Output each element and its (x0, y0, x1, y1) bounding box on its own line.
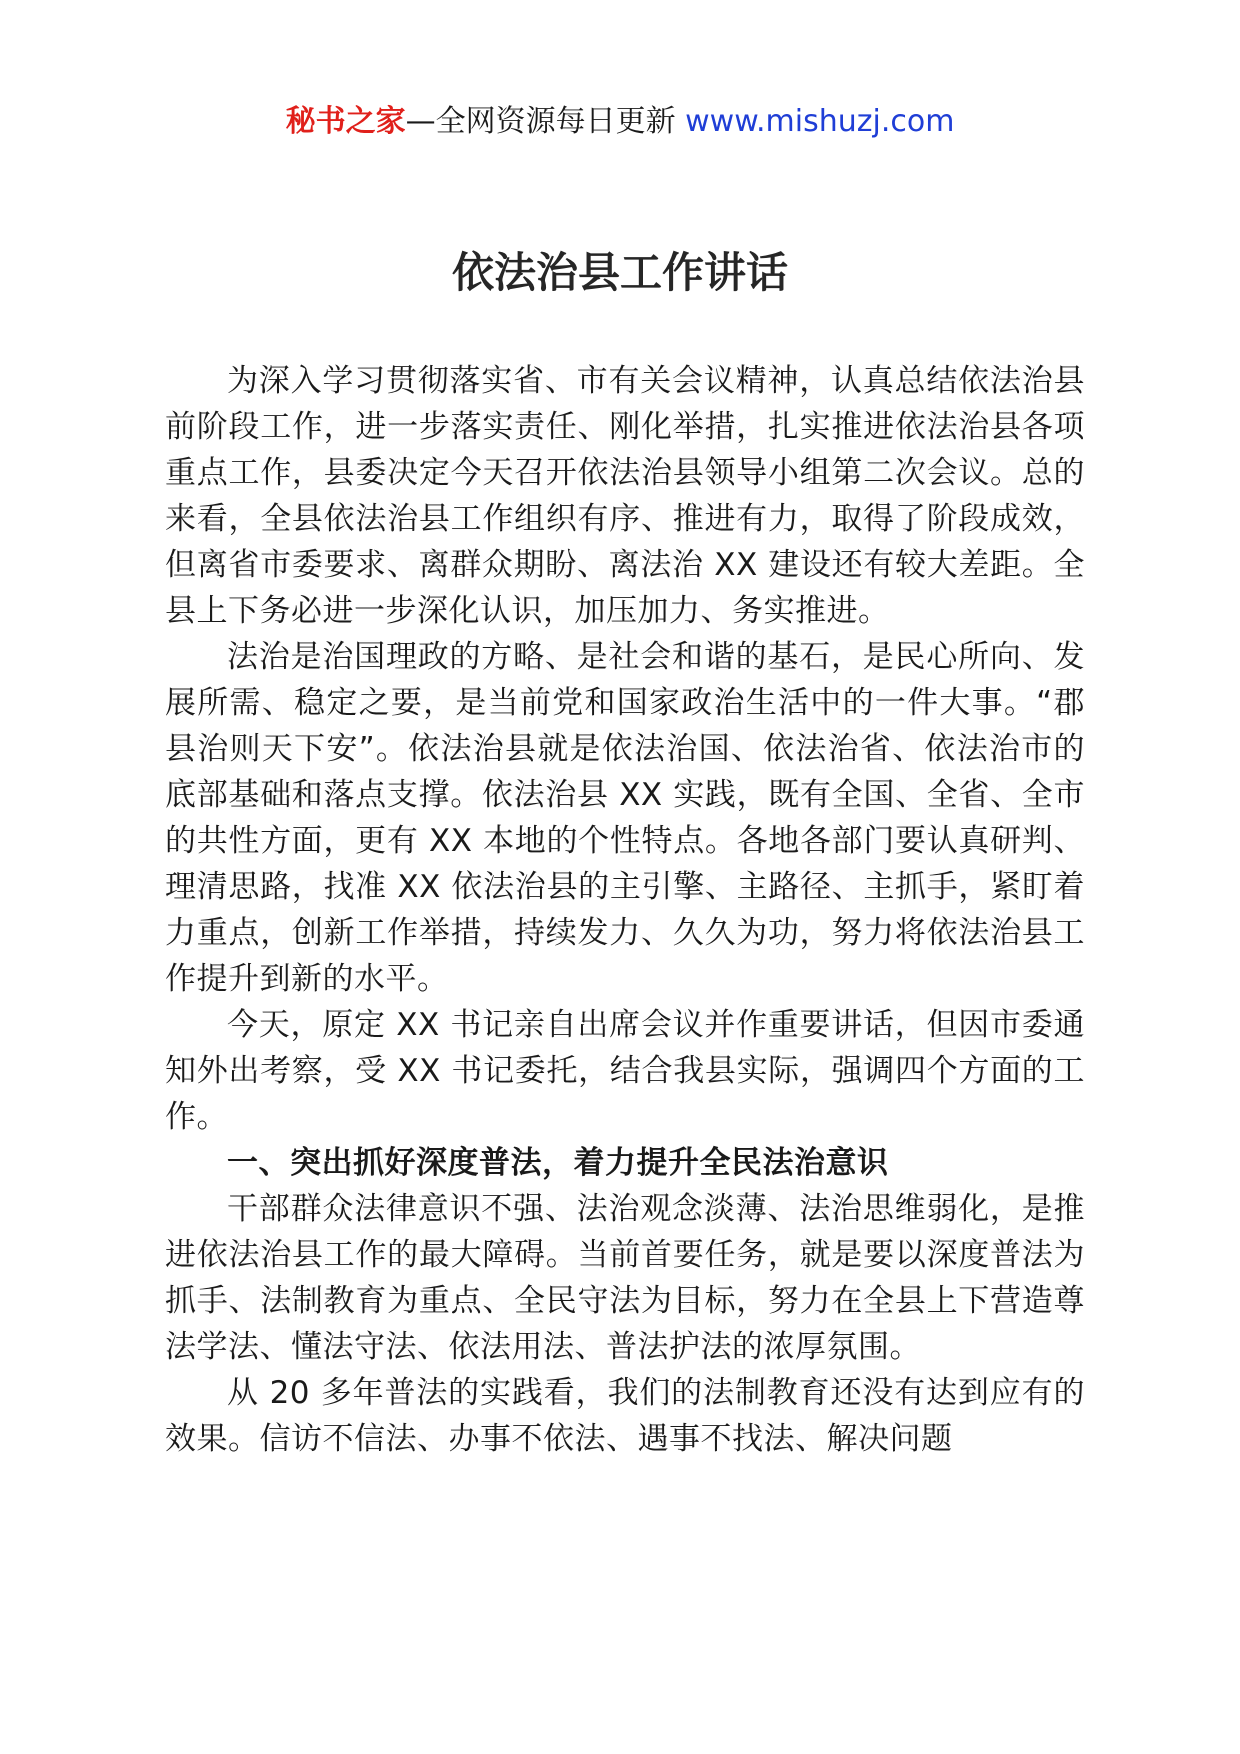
section1-paragraph: 干部群众法律意识不强、法治观念淡薄、法治思维弱化，是推进依法治县工作的最大障碍。当前首要任务，就是要以深度普法为抓手、法制教育为重点、全民守法为目标，努力在全县上下营造尊法学法、懂法守法、依法用法、普法护法的浓厚氛围。 (165, 1191, 1085, 1365)
section1-paragraph: 从 20 多年普法的实践看，我们的法制教育还没有达到应有的效果。信访不信法、办事不依法、遇事不找法、解决问题 (165, 1375, 1085, 1457)
site-header (0, 102, 1240, 142)
site-slogan: —全网资源每日更新 (405, 104, 676, 139)
paragraph-rule-of-law: 法治是治国理政的方略、是社会和谐的基石，是民心所向、发展所需、稳定之要，是当前党和国家政治生活中的一件大事。“郡县治则天下安”。依法治县就是依法治国、依法治省、依法治市的底部基础和落点支撑。依法治县 XX 实践，既有全国、全省、全市的共性方面，更有 XX 本地的个性特点。各地各部门要认真研判、理清思路，找准 XX 依法治县的主引擎、主路径、主抓手，紧盯着力重点，创新工作举措，持续发力、久久为功，努力将依法治县工作提升到新的水平。 (165, 639, 1085, 997)
document-body (165, 358, 1085, 1462)
document-title: 依法治县工作讲话 (451, 248, 788, 297)
site-brand: 秘书之家 (285, 104, 406, 139)
paragraph-intro: 为深入学习贯彻落实省、市有关会议精神，认真总结依法治县前阶段工作，进一步落实责任、刚化举措，扎实推进依法治县各项重点工作，县委决定今天召开依法治县领导小组第二次会议。总的来看，全县依法治县工作组织有序、推进有力，取得了阶段成效，但离省市委要求、离群众期盼、离法治 XX 建设还有较大差距。全县上下务必进一步深化认识，加压加力、务实推进。 (165, 363, 1085, 629)
section-heading-1: 一、突出抓好深度普法，着力提升全民法治意识 (227, 1145, 889, 1181)
site-url-link[interactable]: www.mishuzj.com (685, 104, 955, 139)
paragraph-today: 今天，原定 XX 书记亲自出席会议并作重要讲话，但因市委通知外出考察，受 XX 书记委托，结合我县实际，强调四个方面的工作。 (165, 1007, 1085, 1135)
